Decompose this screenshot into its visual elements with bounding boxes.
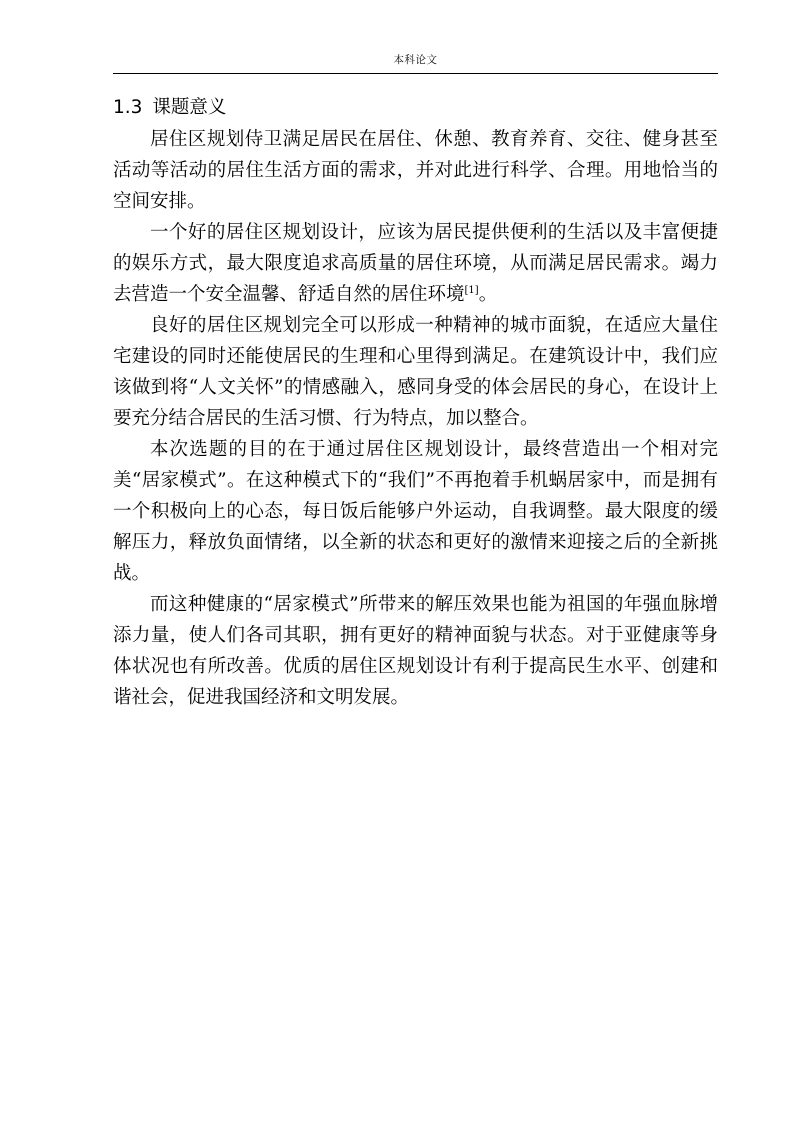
paragraph-2 — [113, 217, 718, 310]
section-heading — [113, 94, 226, 122]
section-body — [113, 124, 718, 713]
paragraph-1: 居住区规划侍卫满足居民在居住、休憩、教育养育、交往、健身甚至活动等活动的居住生活方面的需求，并对此进行科学、合理。用地恰当的空间安排。 — [113, 129, 718, 212]
paragraph-5: 而这种健康的“居家模式”所带来的解压效果也能为祖国的年强血脉增添力量，使人们各司其职，拥有更好的精神面貌与状态。对于亚健康等身体状况也有所改善。优质的居住区规划设计有利于提高民生水平、创建和谐社会，促进我国经济和文明发展。 — [113, 594, 718, 708]
paragraph-4: 本次选题的目的在于通过居住区规划设计，最终营造出一个相对完美“居家模式”。在这种模式下的“我们”不再抱着手机蜗居家中，而是拥有一个积极向上的心态，每日饭后能够户外运动，自我调整。最大限度的缓解压力，释放负面情绪，以全新的状态和更好的激情来迎接之后的全新挑战。 — [113, 439, 718, 584]
citation-reference[interactable]: [1] — [464, 284, 479, 296]
header-rule — [113, 73, 718, 74]
paragraph-2-text: 一个好的居住区规划设计，应该为居民提供便利的生活以及丰富便捷的娱乐方式，最大限度追求高质量的居住环境，从而满足居民需求。竭力去营造一个安全温馨、舒适自然的居住环境 — [113, 222, 718, 305]
section-number: 1.3 — [113, 97, 143, 118]
paragraph-2-end: 。 — [478, 284, 498, 305]
paragraph-3: 良好的居住区规划完全可以形成一种精神的城市面貌，在适应大量住宅建设的同时还能使居民的生理和心里得到满足。在建筑设计中，我们应该做到将“人文关怀”的情感融入，感同身受的体会居民的身心，在设计上要充分结合居民的生活习惯、行为特点，加以整合。 — [113, 315, 718, 429]
section-title: 课题意义 — [152, 97, 227, 118]
running-header: 本科论文 — [393, 54, 438, 66]
